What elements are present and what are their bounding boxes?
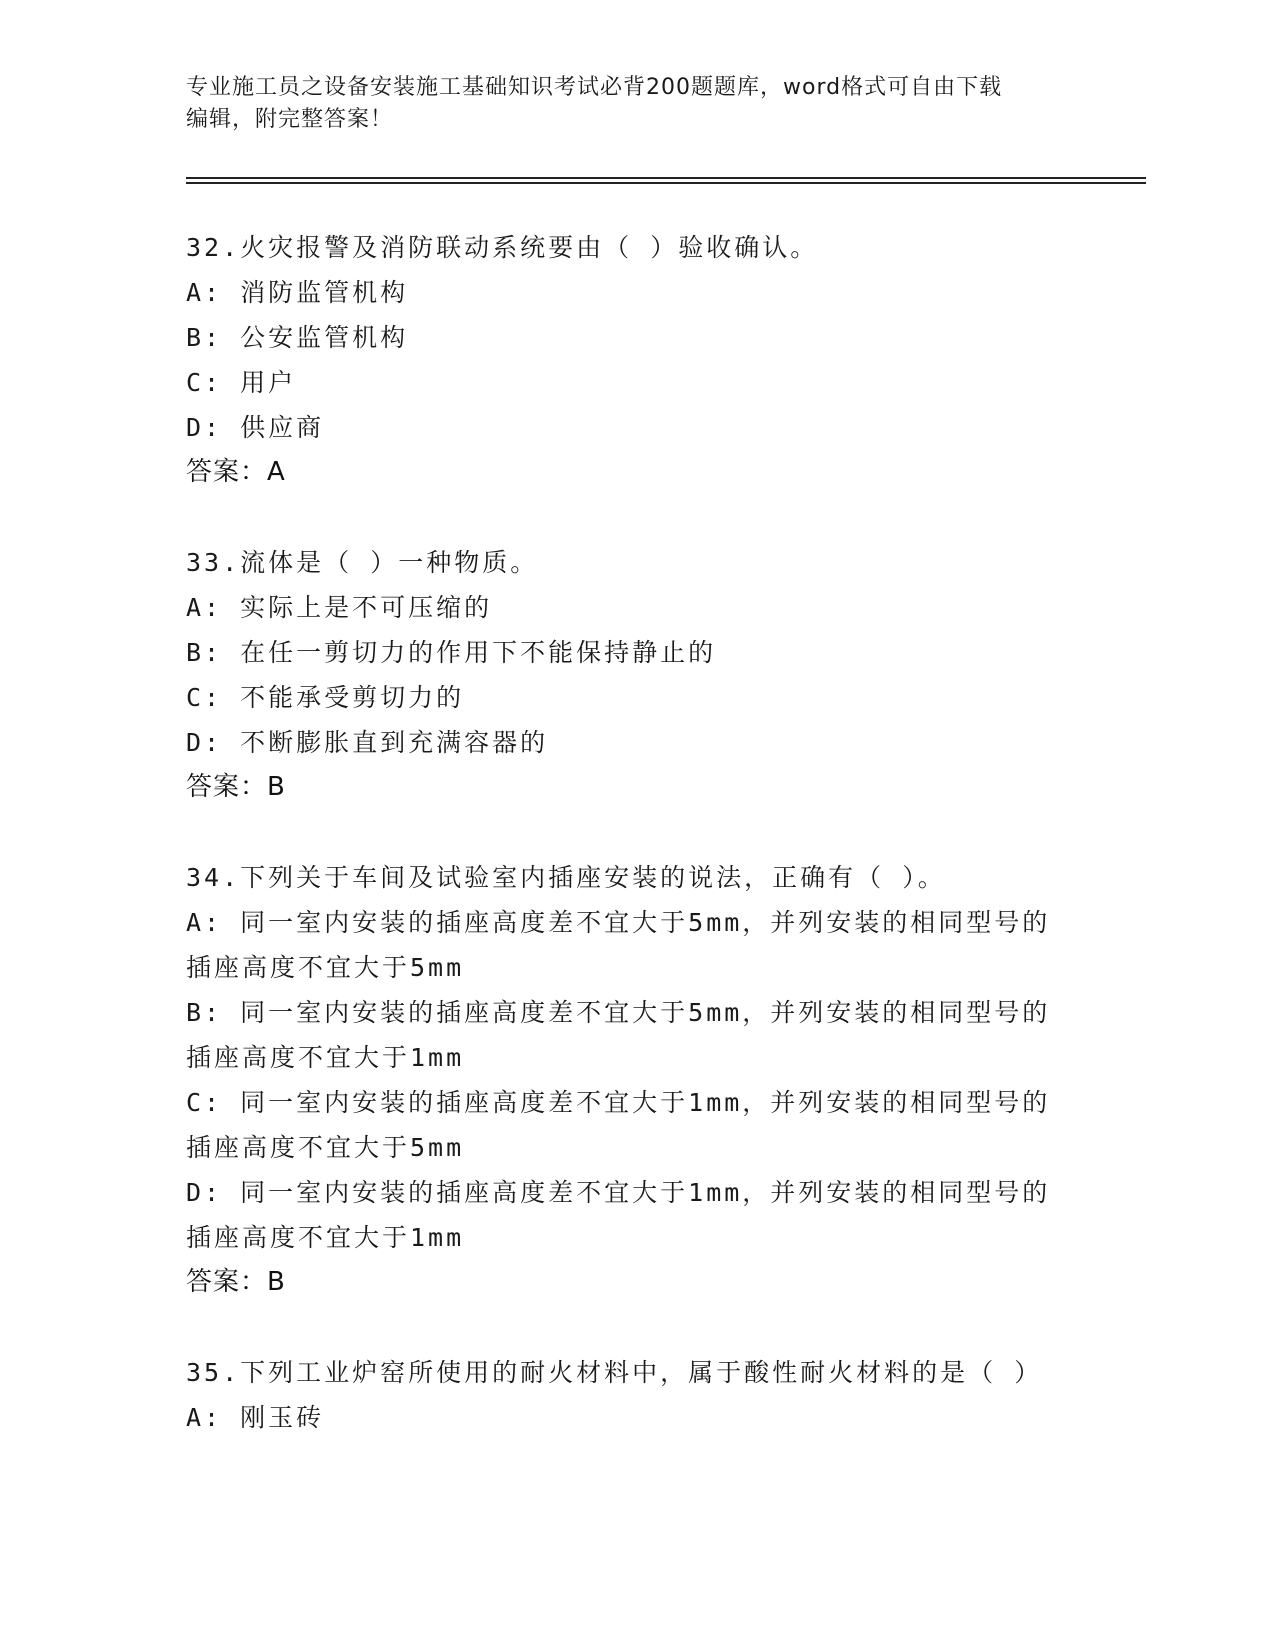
option-a: A: 同一室内安装的插座高度差不宜大于5mm，并列安装的相同型号的 (186, 908, 1051, 937)
option-b: B: 同一室内安装的插座高度差不宜大于5mm，并列安装的相同型号的 (186, 998, 1051, 1027)
answer-label: 答案：B (186, 772, 286, 802)
question-stem: 32.火灾报警及消防联动系统要由（ ）验收确认。 (186, 233, 819, 262)
option-c: C: 同一室内安装的插座高度差不宜大于1mm，并列安装的相同型号的 (186, 1088, 1051, 1117)
question-stem: 34.下列关于车间及试验室内插座安装的说法，正确有（ ）。 (186, 863, 946, 892)
question-stem: 33.流体是（ ）一种物质。 (186, 548, 539, 577)
option-d: D: 同一室内安装的插座高度差不宜大于1mm，并列安装的相同型号的 (186, 1178, 1051, 1207)
option-d: D: 供应商 (186, 413, 325, 442)
option-a: A: 消防监管机构 (186, 278, 409, 307)
header-divider-bottom (186, 182, 1146, 184)
option-b-continued: 插座高度不宜大于1mm (186, 1043, 465, 1072)
option-a: A: 刚玉砖 (186, 1403, 325, 1432)
header-divider-top (186, 177, 1146, 179)
option-b: B: 公安监管机构 (186, 323, 409, 352)
option-d-continued: 插座高度不宜大于1mm (186, 1223, 465, 1252)
option-c: C: 不能承受剪切力的 (186, 683, 465, 712)
header-title-line-2: 编辑，附完整答案！ (186, 107, 394, 132)
question-stem: 35.下列工业炉窑所使用的耐火材料中，属于酸性耐火材料的是（ ） (186, 1358, 1043, 1387)
option-c: C: 用户 (186, 368, 297, 397)
header-title-line-1: 专业施工员之设备安装施工基础知识考试必背200题题库，word格式可自由下载 (186, 75, 1003, 100)
answer-label: 答案：A (186, 457, 286, 487)
document-header (186, 72, 1066, 136)
option-d: D: 不断膨胀直到充满容器的 (186, 728, 549, 757)
answer-label: 答案：B (186, 1267, 286, 1297)
option-a: A: 实际上是不可压缩的 (186, 593, 493, 622)
option-b: B: 在任一剪切力的作用下不能保持静止的 (186, 638, 717, 667)
option-c-continued: 插座高度不宜大于5mm (186, 1133, 465, 1162)
option-a-continued: 插座高度不宜大于5mm (186, 953, 465, 982)
